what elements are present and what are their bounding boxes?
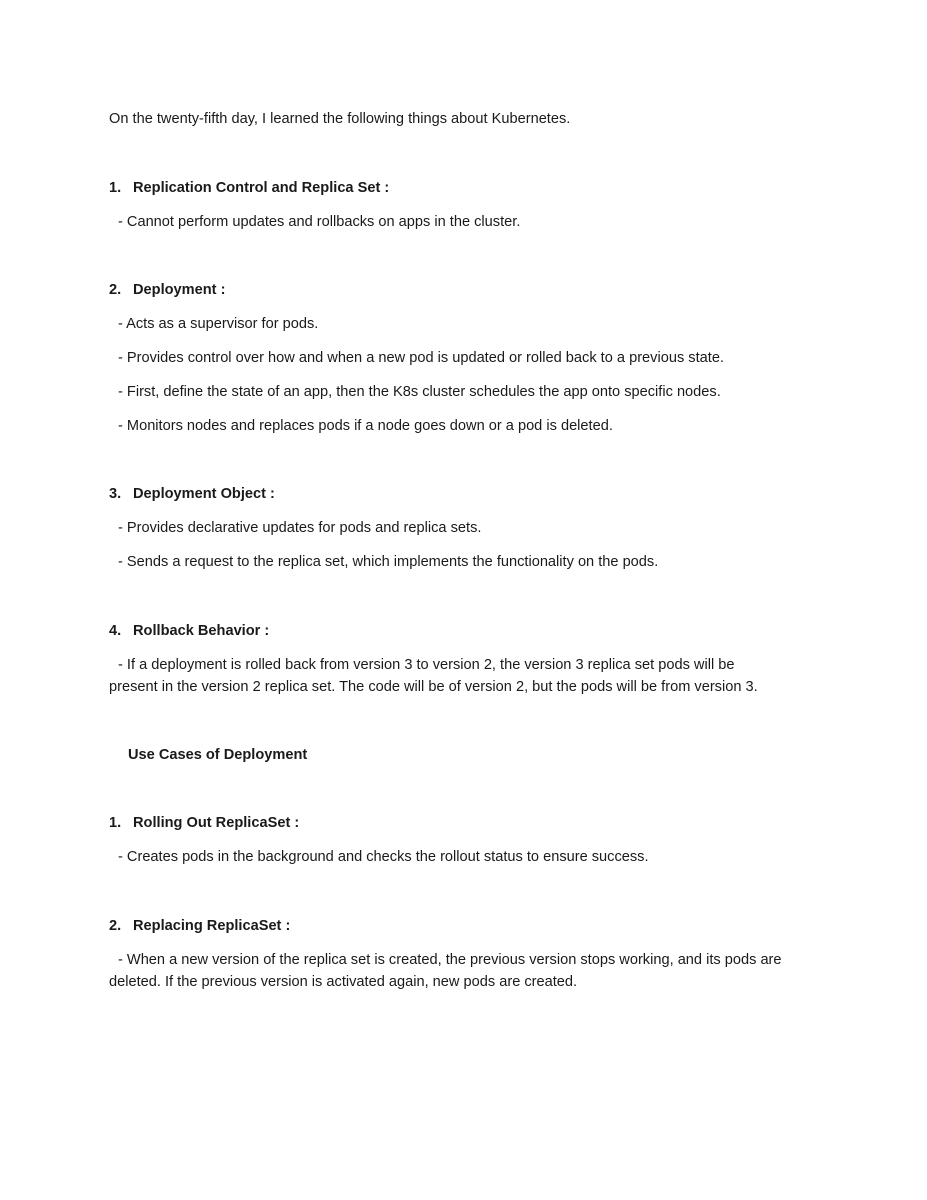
section-point: - Acts as a supervisor for pods. [118, 316, 319, 332]
section-title: Rollback Behavior : [133, 623, 270, 639]
use-case-title: Replacing ReplicaSet : [133, 918, 291, 934]
section-title: Replication Control and Replica Set : [133, 180, 390, 196]
section-number: 3. [109, 486, 122, 502]
section-number: 1. [109, 180, 122, 196]
section-number: 4. [109, 623, 122, 639]
section-heading-deployment-object [109, 483, 275, 505]
section-title: Deployment Object : [133, 486, 275, 502]
use-case-title: Rolling Out ReplicaSet : [133, 815, 300, 831]
section-point: - Cannot perform updates and rollbacks on apps in the cluster. [118, 214, 521, 230]
section-point: - Provides declarative updates for pods and replica sets. [118, 520, 482, 536]
section-point: - If a deployment is rolled back from version 3 to version 2, the version 3 replica set pods will be [118, 657, 735, 673]
use-case-heading-replacing [109, 915, 290, 937]
use-case-number: 1. [109, 815, 122, 831]
use-case-point-continuation: deleted. If the previous version is activated again, new pods are created. [109, 974, 578, 990]
use-case-heading-rolling-out [109, 812, 299, 834]
section-point-continuation: present in the version 2 replica set. The code will be of version 2, but the pods will be from version 3. [109, 679, 758, 695]
section-title: Deployment : [133, 282, 226, 298]
section-point: - Sends a request to the replica set, which implements the functionality on the pods. [118, 554, 659, 570]
section-point: - First, define the state of an app, then the K8s cluster schedules the app onto specific nodes. [118, 384, 721, 400]
use-case-point: - Creates pods in the background and checks the rollout status to ensure success. [118, 849, 649, 865]
section-point: - Provides control over how and when a new pod is updated or rolled back to a previous state. [118, 350, 724, 366]
section-number: 2. [109, 282, 122, 298]
use-case-point: - When a new version of the replica set is created, the previous version stops working, and its pods are [118, 952, 782, 968]
use-case-number: 2. [109, 918, 122, 934]
use-cases-heading: Use Cases of Deployment [128, 747, 308, 763]
intro-text: On the twenty-fifth day, I learned the following things about Kubernetes. [109, 111, 571, 127]
section-heading-rollback [109, 620, 269, 642]
section-heading-replication [109, 177, 389, 199]
section-heading-deployment [109, 279, 225, 301]
section-point: - Monitors nodes and replaces pods if a node goes down or a pod is deleted. [118, 418, 613, 434]
